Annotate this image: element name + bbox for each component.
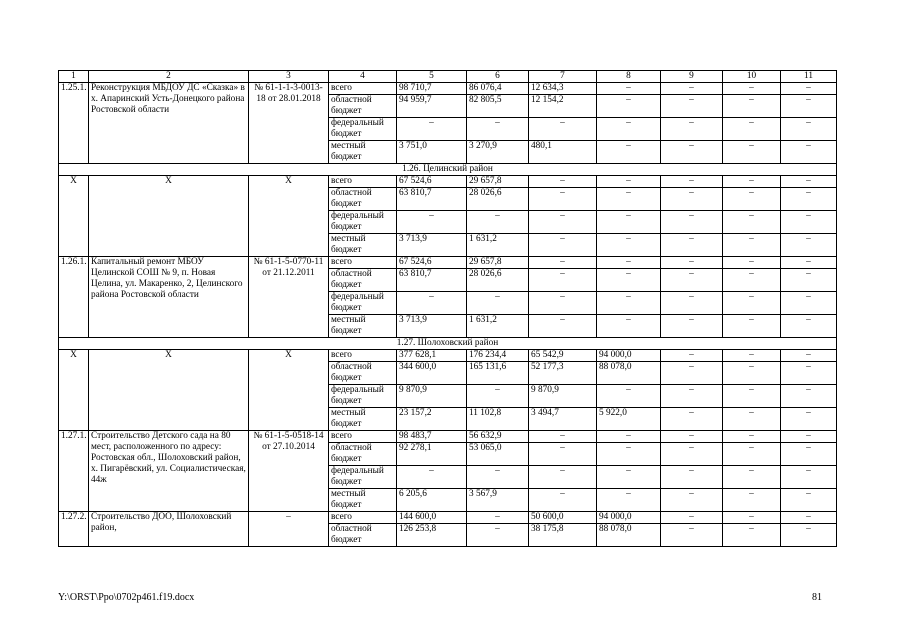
cell-value: – <box>597 443 661 466</box>
cell-value: 28 026,6 <box>467 269 529 292</box>
cell-value: 65 542,9 <box>529 350 597 362</box>
cell-value: – <box>597 292 661 315</box>
cell-value: 144 600,0 <box>397 512 467 524</box>
cell-value: 94 959,7 <box>397 95 467 118</box>
cell-value: 1 631,2 <box>467 315 529 338</box>
category-label: областной бюджет <box>329 524 397 547</box>
cell-value: – <box>723 512 781 524</box>
cell-value: – <box>781 466 837 489</box>
cell-value: – <box>529 443 597 466</box>
cell-value: 12 154,2 <box>529 95 597 118</box>
cell-value: – <box>661 234 723 257</box>
col-header: 3 <box>249 71 329 83</box>
cell-value: – <box>597 315 661 338</box>
cell-value: – <box>661 466 723 489</box>
cell-value: – <box>661 176 723 188</box>
col-header: 1 <box>59 71 89 83</box>
cell-value: – <box>723 188 781 211</box>
x-mark: Х <box>59 350 89 431</box>
cell-value: – <box>529 292 597 315</box>
cell-value: 9 870,9 <box>397 385 467 408</box>
cell-value: – <box>661 362 723 385</box>
cell-value: – <box>597 431 661 443</box>
item-name: Строительство Детского сада на 80 мест, расположенного по адресу: Ростовская обл., Шолоховский район, х. Пигарёвский, ул. Социалистическая, 44ж <box>89 431 249 512</box>
cell-value: 344 600,0 <box>397 362 467 385</box>
cell-value: – <box>661 257 723 269</box>
cell-value: – <box>723 350 781 362</box>
cell-value: – <box>781 292 837 315</box>
category-label: областной бюджет <box>329 269 397 292</box>
cell-value: – <box>661 315 723 338</box>
cell-value: – <box>781 188 837 211</box>
item-registration: № 61-1-5-0770-11 от 21.12.2011 <box>249 257 329 338</box>
category-label: всего <box>329 350 397 362</box>
category-label: всего <box>329 176 397 188</box>
cell-value: 3 270,9 <box>467 141 529 164</box>
cell-value: – <box>781 211 837 234</box>
cell-value: – <box>723 443 781 466</box>
cell-value: – <box>723 211 781 234</box>
section-row <box>59 338 837 350</box>
item-name: Капитальный ремонт МБОУ Целинской СОШ № 9, п. Новая Целина, ул. Макаренко, 2, Целинского района Ростовской области <box>89 257 249 338</box>
cell-value: – <box>529 269 597 292</box>
cell-value: – <box>723 257 781 269</box>
col-header: 4 <box>329 71 397 83</box>
table-row <box>59 257 837 269</box>
cell-value: – <box>723 118 781 141</box>
col-header: 2 <box>89 71 249 83</box>
cell-value: – <box>723 176 781 188</box>
cell-value: – <box>529 466 597 489</box>
cell-value: – <box>661 95 723 118</box>
item-name: Реконструкция МБДОУ ДС «Сказка» в х. Апаринский Усть-Донецкого района Ростовской области <box>89 83 249 164</box>
cell-value: 29 657,8 <box>467 257 529 269</box>
category-label: федеральный бюджет <box>329 211 397 234</box>
cell-value: – <box>723 234 781 257</box>
x-mark: Х <box>249 350 329 431</box>
cell-value: – <box>723 83 781 95</box>
cell-value: – <box>397 292 467 315</box>
file-path: Y:\ORST\Ppo\0702p461.f19.docx <box>58 592 195 603</box>
cell-value: – <box>597 83 661 95</box>
cell-value: 3 713,9 <box>397 234 467 257</box>
item-number: 1.25.1. <box>59 83 89 164</box>
item-registration: № 61-1-5-0518-14 от 27.10.2014 <box>249 431 329 512</box>
cell-value: 94 000,0 <box>597 350 661 362</box>
cell-value: – <box>781 269 837 292</box>
cell-value: – <box>529 257 597 269</box>
cell-value: – <box>723 315 781 338</box>
x-mark: Х <box>249 176 329 257</box>
cell-value: – <box>723 269 781 292</box>
cell-value: – <box>661 188 723 211</box>
cell-value: 23 157,2 <box>397 408 467 431</box>
cell-value: 67 524,6 <box>397 176 467 188</box>
category-label: областной бюджет <box>329 443 397 466</box>
cell-value: – <box>467 211 529 234</box>
cell-value: – <box>661 443 723 466</box>
cell-value: 165 131,6 <box>467 362 529 385</box>
cell-value: – <box>781 362 837 385</box>
category-label: федеральный бюджет <box>329 466 397 489</box>
cell-value: – <box>723 362 781 385</box>
cell-value: 63 810,7 <box>397 269 467 292</box>
category-label: областной бюджет <box>329 362 397 385</box>
cell-value: 176 234,4 <box>467 350 529 362</box>
cell-value: 12 634,3 <box>529 83 597 95</box>
col-header: 10 <box>723 71 781 83</box>
cell-value: 377 628,1 <box>397 350 467 362</box>
cell-value: 63 810,7 <box>397 188 467 211</box>
cell-value: – <box>597 385 661 408</box>
cell-value: 92 278,1 <box>397 443 467 466</box>
cell-value: – <box>529 234 597 257</box>
cell-value: 3 494,7 <box>529 408 597 431</box>
cell-value: – <box>723 431 781 443</box>
cell-value: 3 713,9 <box>397 315 467 338</box>
cell-value: – <box>397 466 467 489</box>
cell-value: 88 078,0 <box>597 524 661 547</box>
section-title: 1.27. Шолоховский район <box>59 338 837 350</box>
category-label: всего <box>329 512 397 524</box>
cell-value: 1 631,2 <box>467 234 529 257</box>
table-row <box>59 83 837 95</box>
item-number: 1.27.2. <box>59 512 89 547</box>
cell-value: – <box>661 292 723 315</box>
cell-value: 5 922,0 <box>597 408 661 431</box>
cell-value: – <box>597 257 661 269</box>
category-label: федеральный бюджет <box>329 118 397 141</box>
cell-value: – <box>661 512 723 524</box>
category-label: областной бюджет <box>329 95 397 118</box>
cell-value: 67 524,6 <box>397 257 467 269</box>
cell-value: – <box>723 408 781 431</box>
cell-value: – <box>781 408 837 431</box>
cell-value: – <box>781 431 837 443</box>
cell-value: – <box>597 466 661 489</box>
cell-value: 3 567,9 <box>467 489 529 512</box>
item-registration: – <box>249 512 329 547</box>
cell-value: – <box>467 118 529 141</box>
cell-value: 98 483,7 <box>397 431 467 443</box>
cell-value: – <box>781 350 837 362</box>
cell-value: – <box>467 292 529 315</box>
cell-value: – <box>597 269 661 292</box>
cell-value: – <box>529 118 597 141</box>
cell-value: – <box>467 385 529 408</box>
cell-value: – <box>529 176 597 188</box>
cell-value: – <box>467 466 529 489</box>
cell-value: – <box>781 176 837 188</box>
cell-value: – <box>781 385 837 408</box>
item-number: 1.27.1. <box>59 431 89 512</box>
col-header: 11 <box>781 71 837 83</box>
cell-value: – <box>397 118 467 141</box>
cell-value: 98 710,7 <box>397 83 467 95</box>
cell-value: – <box>597 141 661 164</box>
cell-value: – <box>661 524 723 547</box>
category-label: местный бюджет <box>329 408 397 431</box>
cell-value: 29 657,8 <box>467 176 529 188</box>
cell-value: 11 102,8 <box>467 408 529 431</box>
cell-value: – <box>781 443 837 466</box>
cell-value: – <box>781 489 837 512</box>
cell-value: 53 065,0 <box>467 443 529 466</box>
cell-value: – <box>723 524 781 547</box>
table-row <box>59 176 837 188</box>
x-mark: Х <box>89 176 249 257</box>
cell-value: – <box>597 489 661 512</box>
cell-value: 94 000,0 <box>597 512 661 524</box>
cell-value: – <box>597 234 661 257</box>
category-label: федеральный бюджет <box>329 385 397 408</box>
cell-value: – <box>781 512 837 524</box>
cell-value: – <box>781 257 837 269</box>
header-row <box>59 71 837 83</box>
category-label: всего <box>329 83 397 95</box>
cell-value: – <box>781 234 837 257</box>
cell-value: – <box>661 350 723 362</box>
category-label: местный бюджет <box>329 315 397 338</box>
cell-value: 86 076,4 <box>467 83 529 95</box>
cell-value: – <box>723 95 781 118</box>
cell-value: – <box>597 95 661 118</box>
table-row <box>59 512 837 524</box>
section-title: 1.26. Целинский район <box>59 164 837 176</box>
cell-value: – <box>781 83 837 95</box>
cell-value: – <box>529 315 597 338</box>
cell-value: – <box>397 211 467 234</box>
table-row <box>59 431 837 443</box>
category-label: всего <box>329 257 397 269</box>
cell-value: 88 078,0 <box>597 362 661 385</box>
col-header: 9 <box>661 71 723 83</box>
cell-value: 56 632,9 <box>467 431 529 443</box>
cell-value: 52 177,3 <box>529 362 597 385</box>
cell-value: – <box>723 141 781 164</box>
cell-value: 480,1 <box>529 141 597 164</box>
cell-value: 82 805,5 <box>467 95 529 118</box>
item-number: 1.26.1. <box>59 257 89 338</box>
cell-value: 126 253,8 <box>397 524 467 547</box>
cell-value: – <box>661 83 723 95</box>
cell-value: – <box>661 118 723 141</box>
cell-value: – <box>597 118 661 141</box>
cell-value: – <box>781 524 837 547</box>
cell-value: – <box>661 269 723 292</box>
category-label: местный бюджет <box>329 234 397 257</box>
cell-value: – <box>467 524 529 547</box>
col-header: 5 <box>397 71 467 83</box>
col-header: 6 <box>467 71 529 83</box>
cell-value: – <box>723 385 781 408</box>
cell-value: – <box>529 188 597 211</box>
cell-value: – <box>529 489 597 512</box>
cell-value: – <box>781 315 837 338</box>
item-registration: № 61-1-1-3-0013-18 от 28.01.2018 <box>249 83 329 164</box>
cell-value: – <box>781 141 837 164</box>
cell-value: – <box>661 489 723 512</box>
category-label: областной бюджет <box>329 188 397 211</box>
col-header: 8 <box>597 71 661 83</box>
cell-value: – <box>597 211 661 234</box>
cell-value: – <box>597 188 661 211</box>
col-header: 7 <box>529 71 597 83</box>
cell-value: – <box>723 489 781 512</box>
cell-value: 9 870,9 <box>529 385 597 408</box>
cell-value: 28 026,6 <box>467 188 529 211</box>
cell-value: – <box>661 141 723 164</box>
cell-value: – <box>661 431 723 443</box>
cell-value: 3 751,0 <box>397 141 467 164</box>
cell-value: – <box>467 512 529 524</box>
cell-value: – <box>661 385 723 408</box>
category-label: местный бюджет <box>329 141 397 164</box>
cell-value: – <box>529 431 597 443</box>
cell-value: – <box>597 176 661 188</box>
category-label: всего <box>329 431 397 443</box>
category-label: федеральный бюджет <box>329 292 397 315</box>
cell-value: 6 205,6 <box>397 489 467 512</box>
cell-value: – <box>723 292 781 315</box>
cell-value: – <box>781 95 837 118</box>
cell-value: 38 175,8 <box>529 524 597 547</box>
budget-table <box>58 70 837 547</box>
x-mark: Х <box>89 350 249 431</box>
item-name: Строительство ДОО, Шолоховский район, <box>89 512 249 547</box>
cell-value: 50 600,0 <box>529 512 597 524</box>
category-label: местный бюджет <box>329 489 397 512</box>
cell-value: – <box>723 466 781 489</box>
page-number: 81 <box>812 592 822 603</box>
cell-value: – <box>781 118 837 141</box>
table-row <box>59 350 837 362</box>
cell-value: – <box>661 408 723 431</box>
x-mark: Х <box>59 176 89 257</box>
section-row <box>59 164 837 176</box>
cell-value: – <box>661 211 723 234</box>
cell-value: – <box>529 211 597 234</box>
